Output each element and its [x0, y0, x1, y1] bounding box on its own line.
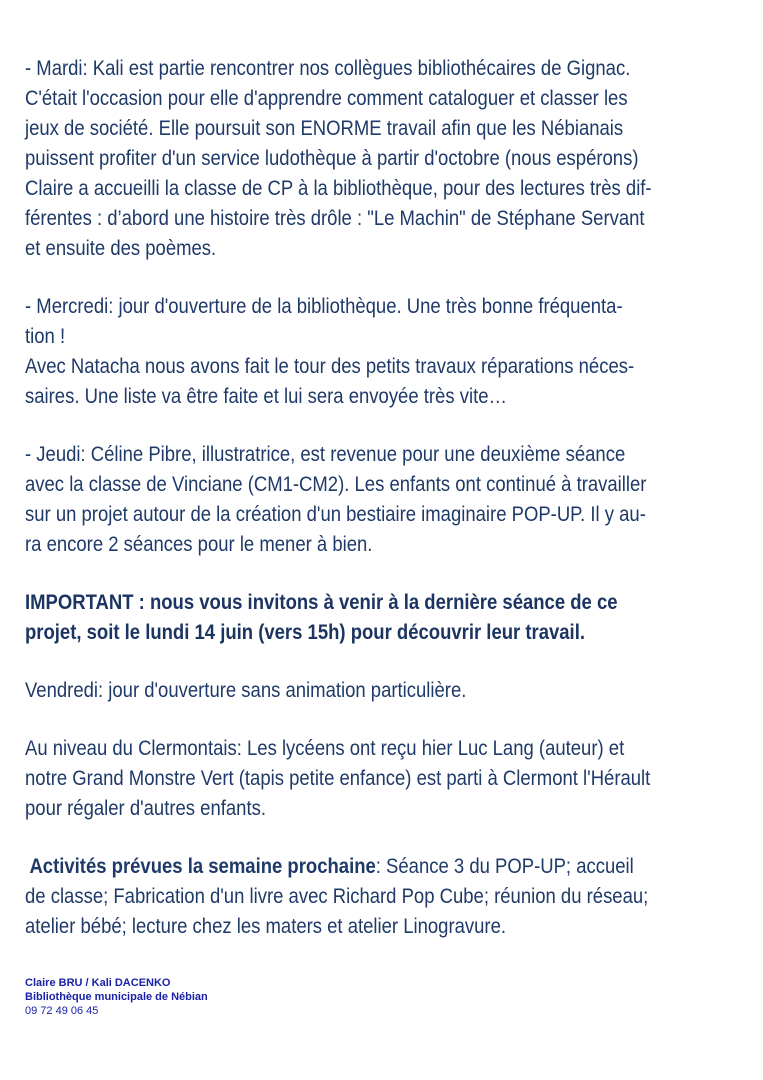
text-line: Au niveau du Clermontais: Les lycéens ont reçu hier Luc Lang (auteur) et [25, 736, 625, 760]
text-line: tion ! [25, 324, 66, 348]
text-line: ra encore 2 séances pour le mener à bien. [25, 532, 373, 556]
text-line: - Jeudi: Céline Pibre, illustratrice, est revenue pour une deuxième séance [25, 442, 626, 466]
text-line: puissent profiter d'un service ludothèque à partir d'octobre (nous espérons) [25, 146, 639, 170]
text-line: Claire a accueilli la classe de CP à la bibliothèque, pour des lectures très dif- [25, 176, 652, 200]
text-line: férentes : d’abord une histoire très drôle : "Le Machin" de Stéphane Servant [25, 206, 645, 230]
author-names: Claire BRU / Kali DACENKO [25, 977, 171, 989]
paragraph-jeudi [25, 439, 763, 559]
text-line: notre Grand Monstre Vert (tapis petite enfance) est parti à Clermont l'Hérault [25, 766, 651, 790]
text-line: - Mercredi: jour d'ouverture de la bibliothèque. Une très bonne fréquenta- [25, 294, 623, 318]
activites-heading: Activités prévues la semaine prochaine [25, 854, 376, 878]
text-line: Avec Natacha nous avons fait le tour des petits travaux réparations néces- [25, 354, 635, 378]
paragraph-important [25, 587, 763, 647]
text-line: IMPORTANT : nous vous invitons à venir à la dernière séance de ce [25, 590, 618, 614]
paragraph-mercredi [25, 291, 763, 411]
text-line: jeux de société. Elle poursuit son ENORME travail afin que les Nébianais [25, 116, 624, 140]
text-line: sur un projet autour de la création d'un bestiaire imaginaire POP-UP. Il y au- [25, 502, 646, 526]
text-line: de classe; Fabrication d'un livre avec Richard Pop Cube; réunion du réseau; [25, 884, 649, 908]
paragraph-vendredi [25, 675, 763, 705]
text-line: atelier bébé; lecture chez les maters et atelier Linogravure. [25, 914, 506, 938]
library-name: Bibliothèque municipale de Nébian [25, 991, 208, 1003]
paragraph-mardi [25, 53, 763, 263]
text-line [25, 851, 661, 881]
paragraph-clermontais [25, 733, 763, 823]
text-line: - Mardi: Kali est partie rencontrer nos collègues bibliothécaires de Gignac. [25, 56, 631, 80]
document-body [25, 53, 763, 969]
text-line: Vendredi: jour d'ouverture sans animation particulière. [25, 678, 467, 702]
phone-number: 09 72 49 06 45 [25, 1005, 99, 1017]
text-line: avec la classe de Vinciane (CM1-CM2). Les enfants ont continué à travailler [25, 472, 647, 496]
text-line: et ensuite des poèmes. [25, 236, 217, 260]
activites-text: : Séance 3 du POP-UP; accueil [375, 854, 634, 878]
text-line: pour régaler d'autres enfants. [25, 796, 266, 820]
text-line: C'était l'occasion pour elle d'apprendre comment cataloguer et classer les [25, 86, 628, 110]
signature-block [25, 976, 208, 1018]
paragraph-activites [25, 851, 763, 941]
text-line: projet, soit le lundi 14 juin (vers 15h) pour découvrir leur travail. [25, 620, 585, 644]
text-line: saires. Une liste va être faite et lui sera envoyée très vite… [25, 384, 507, 408]
